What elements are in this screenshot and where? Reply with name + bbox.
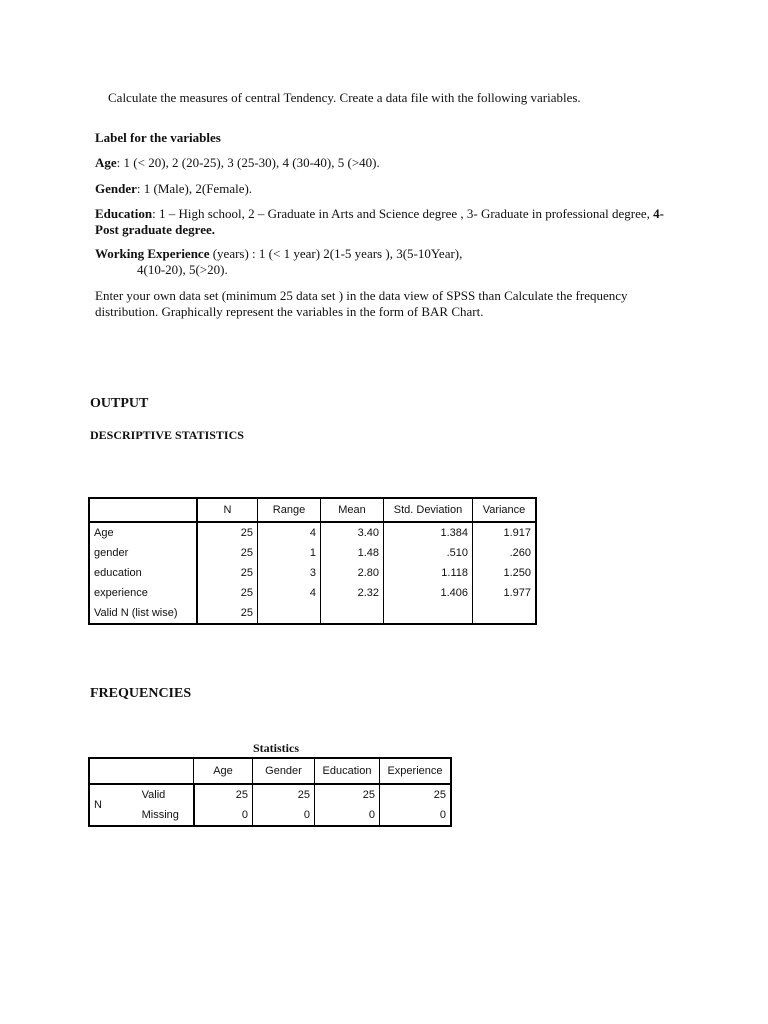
cell-experience: 0 (380, 805, 452, 826)
cell-std: 1.384 (384, 522, 473, 543)
cell-education: 0 (315, 805, 380, 826)
frequencies-heading: FREQUENCIES (90, 686, 192, 701)
cell-variance: .260 (473, 543, 537, 563)
corner-cell (89, 498, 197, 522)
row-label: Age (89, 522, 197, 543)
education-values: : 1 – High school, 2 – Graduate in Arts and Science degree , 3- Graduate in professional degree, (152, 206, 654, 221)
table-header-row (89, 758, 451, 784)
output-heading: OUTPUT (90, 396, 149, 411)
row-label: Missing (138, 805, 194, 826)
education-values-bold: 4-Post graduate degree. (95, 206, 664, 237)
cell-age: 25 (194, 784, 253, 805)
cell-experience: 25 (380, 784, 452, 805)
cell-variance: 1.917 (473, 522, 537, 543)
cell-range: 1 (258, 543, 321, 563)
table-row (89, 563, 536, 583)
cell-mean: 2.32 (321, 583, 384, 603)
cell-mean: 2.80 (321, 563, 384, 583)
col-variance: Variance (473, 498, 537, 522)
table-row (89, 784, 451, 805)
corner-cell (89, 758, 194, 784)
instruction-text: Enter your own data set (minimum 25 data set ) in the data view of SPSS than Calculate the frequency distribution. Graphically represent the variables in the form of BAR Chart. (95, 288, 628, 319)
col-age: Age (194, 758, 253, 784)
cell-n: 25 (197, 563, 258, 583)
cell-mean: 1.48 (321, 543, 384, 563)
cell-n: 25 (197, 603, 258, 624)
col-education: Education (315, 758, 380, 784)
table-header-row (89, 498, 536, 522)
age-values: : 1 (< 20), 2 (20-25), 3 (25-30), 4 (30-40), 5 (>40). (116, 155, 380, 170)
row-label: Valid (138, 784, 194, 805)
age-line (95, 155, 665, 171)
cell-std (384, 603, 473, 624)
col-gender: Gender (253, 758, 315, 784)
col-range: Range (258, 498, 321, 522)
cell-mean: 3.40 (321, 522, 384, 543)
gender-values: : 1 (Male), 2(Female). (136, 181, 253, 196)
cell-range: 4 (258, 522, 321, 543)
col-n: N (197, 498, 258, 522)
n-group-label: N (89, 784, 138, 826)
cell-mean (321, 603, 384, 624)
cell-std: 1.406 (384, 583, 473, 603)
cell-n: 25 (197, 522, 258, 543)
row-label: experience (89, 583, 197, 603)
cell-range: 4 (258, 583, 321, 603)
education-line (95, 206, 665, 238)
cell-variance (473, 603, 537, 624)
row-label: gender (89, 543, 197, 563)
table-row (89, 603, 536, 624)
col-mean: Mean (321, 498, 384, 522)
cell-std: 1.118 (384, 563, 473, 583)
cell-std: .510 (384, 543, 473, 563)
gender-label: Gender (95, 181, 137, 196)
descriptive-statistics-table (88, 497, 537, 625)
row-label: education (89, 563, 197, 583)
cell-range (258, 603, 321, 624)
cell-n: 25 (197, 583, 258, 603)
descriptive-heading: DESCRIPTIVE STATISTICS (90, 428, 244, 442)
label-heading: Label for the variables (95, 130, 221, 145)
gender-line (95, 181, 665, 197)
experience-line (95, 246, 665, 278)
assignment-intro: Calculate the measures of central Tendency. Create a data file with the following variables. (108, 90, 581, 105)
col-std-deviation: Std. Deviation (384, 498, 473, 522)
col-experience: Experience (380, 758, 452, 784)
cell-gender: 25 (253, 784, 315, 805)
statistics-table (88, 757, 452, 827)
experience-values: (years) : 1 (< 1 year) 2(1-5 years ), 3(5-10Year), (209, 246, 463, 261)
table-row (89, 583, 536, 603)
age-label: Age (95, 155, 117, 170)
cell-variance: 1.977 (473, 583, 537, 603)
cell-range: 3 (258, 563, 321, 583)
experience-values-2: 4(10-20), 5(>20). (137, 262, 228, 277)
table-row (89, 522, 536, 543)
cell-gender: 0 (253, 805, 315, 826)
cell-age: 0 (194, 805, 253, 826)
cell-n: 25 (197, 543, 258, 563)
education-label: Education (95, 206, 153, 221)
row-label: Valid N (list wise) (89, 603, 197, 624)
table-row (89, 543, 536, 563)
cell-variance: 1.250 (473, 563, 537, 583)
table-row (89, 805, 451, 826)
statistics-caption: Statistics (253, 741, 299, 755)
experience-label: Working Experience (95, 246, 210, 261)
cell-education: 25 (315, 784, 380, 805)
